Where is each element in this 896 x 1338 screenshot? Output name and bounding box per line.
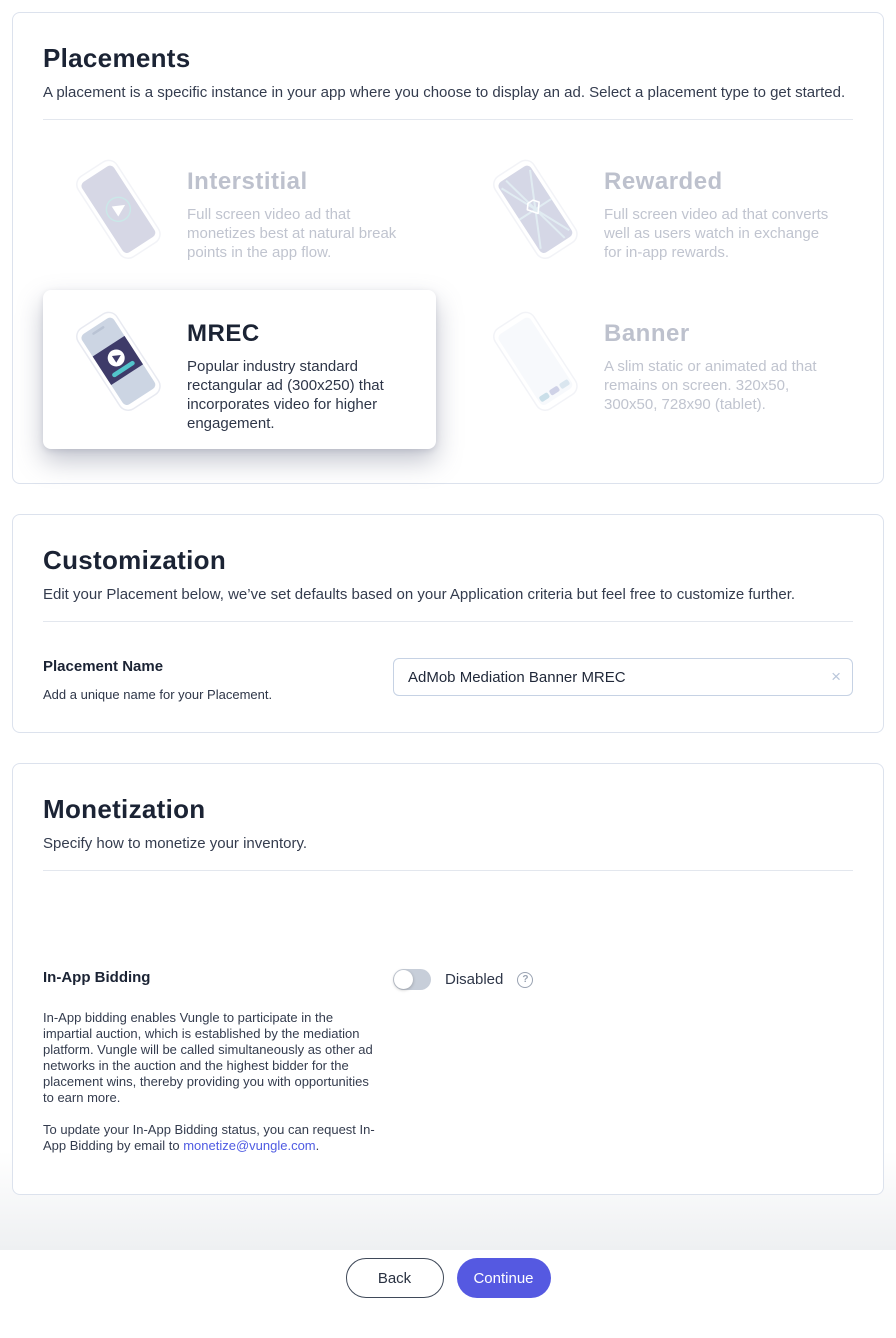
mrec-phone-icon: [57, 306, 177, 416]
in-app-bidding-description: In-App bidding enables Vungle to participate in the impartial auction, which is established by the mediation platform. Vungle will be called simultaneously as other ad networks in the auction and the highest bidder for the placement wins, thereby providing you with opportunities to earn more.: [43, 1010, 373, 1105]
rewarded-phone-icon: [474, 154, 594, 264]
placement-option-mrec[interactable]: [43, 290, 436, 449]
placements-divider: [43, 119, 853, 120]
placement-option-interstitial[interactable]: [43, 138, 436, 280]
in-app-bidding-status: Disabled: [445, 971, 504, 988]
interstitial-description: Full screen video ad that monetizes best at natural break points in the app flow.: [187, 206, 397, 261]
rewarded-description: Full screen video ad that converts well as users watch in exchange for in-app rewards.: [604, 206, 829, 261]
placement-setup-page: [0, 12, 896, 1287]
back-button[interactable]: Back: [346, 1258, 444, 1298]
monetization-subtitle: Specify how to monetize your inventory.: [43, 835, 308, 852]
update-note-prefix: To update your In-App Bidding status, you can request In-App Bidding by email to: [43, 1122, 375, 1153]
customization-subtitle: Edit your Placement below, we’ve set defaults based on your Application criteria but feel free to customize further.: [43, 586, 796, 603]
help-icon[interactable]: ?: [517, 972, 533, 988]
monetization-divider: [43, 870, 853, 871]
interstitial-title: Interstitial: [187, 168, 308, 195]
customization-title: Customization: [43, 545, 227, 575]
monetize-email-link[interactable]: monetize@vungle.com: [183, 1138, 316, 1153]
placement-name-input[interactable]: [393, 658, 853, 696]
placements-title: Placements: [43, 43, 191, 73]
placements-card: [12, 12, 884, 484]
banner-description: A slim static or animated ad that remains on screen. 320x50, 300x50, 728x90 (tablet).: [604, 358, 817, 413]
in-app-bidding-row: [43, 969, 853, 1154]
rewarded-title: Rewarded: [604, 168, 723, 195]
interstitial-phone-icon: [57, 154, 177, 264]
customization-divider: [43, 621, 853, 622]
banner-phone-icon: [474, 306, 594, 416]
update-note-suffix: .: [315, 1138, 320, 1153]
monetization-title: Monetization: [43, 794, 206, 824]
placement-name-row: [43, 658, 853, 702]
in-app-bidding-toggle[interactable]: [393, 969, 431, 990]
monetization-card: [12, 763, 884, 1195]
mrec-description: Popular industry standard rectangular ad (300x250) that incorporates video for higher engagement.: [187, 358, 384, 432]
placement-type-grid: [43, 138, 853, 449]
in-app-bidding-update-note: [43, 1122, 379, 1154]
placement-name-helper: Add a unique name for your Placement.: [43, 687, 273, 702]
placement-option-banner[interactable]: [460, 290, 853, 449]
footer-actions: [0, 1225, 896, 1338]
continue-button[interactable]: Continue: [457, 1258, 551, 1298]
placement-name-label: Placement Name: [43, 658, 164, 675]
placements-subtitle: A placement is a specific instance in your app where you choose to display an ad. Select a placement type to get started.: [43, 84, 846, 101]
in-app-bidding-label: In-App Bidding: [43, 969, 151, 986]
customization-card: [12, 514, 884, 733]
banner-title: Banner: [604, 320, 690, 347]
mrec-title: MREC: [187, 320, 260, 347]
placement-option-rewarded[interactable]: [460, 138, 853, 280]
toggle-knob: [394, 970, 413, 989]
clear-input-icon[interactable]: ×: [831, 667, 841, 686]
